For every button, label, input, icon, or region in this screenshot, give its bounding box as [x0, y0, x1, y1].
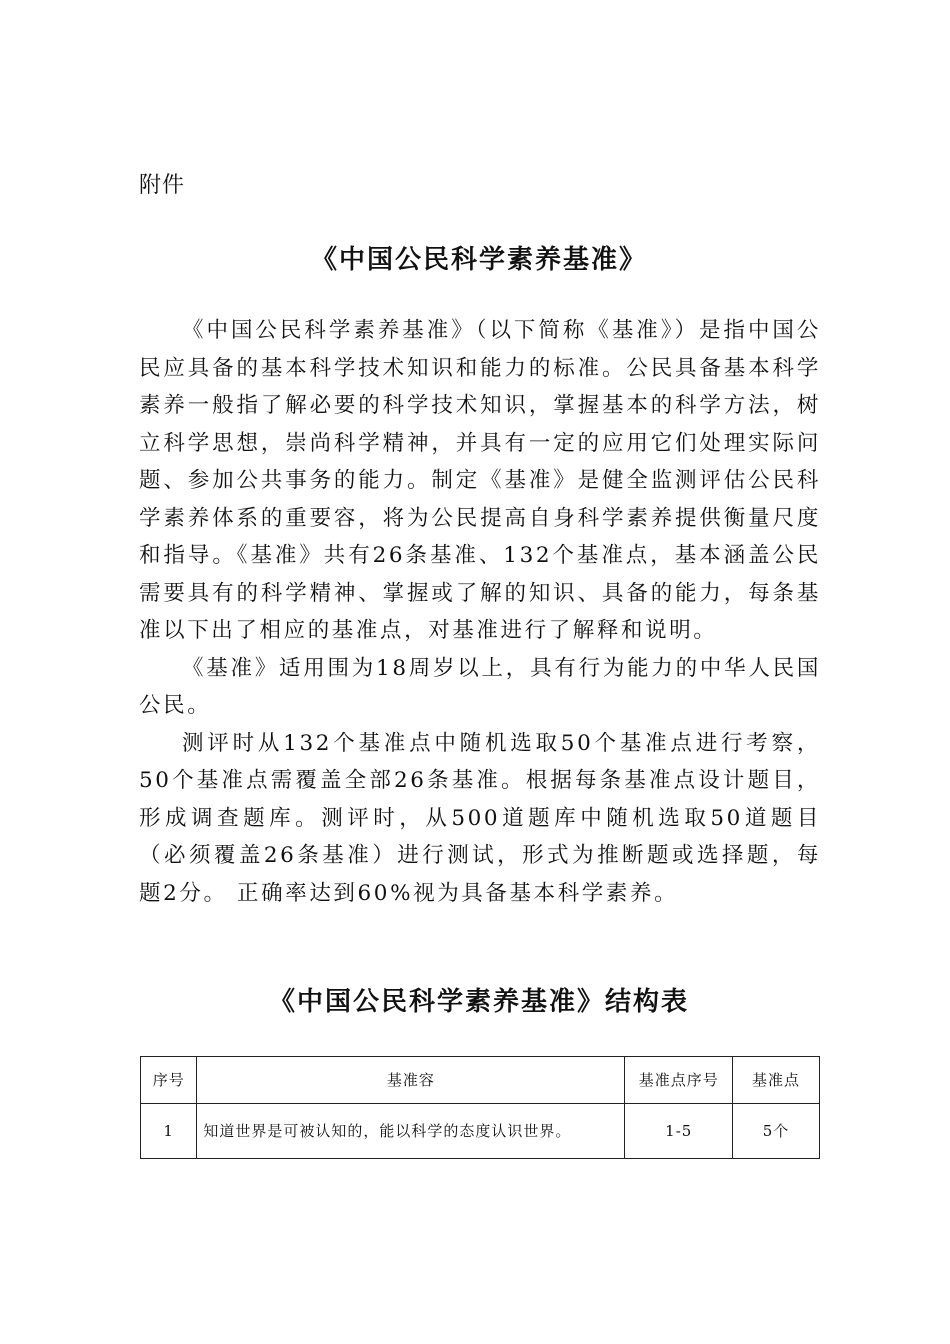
paragraph-scope: 《基准》适用围为18周岁以上，具有行为能力的中华人民国公民。 — [139, 655, 821, 718]
cell-sequence: 1 — [141, 1104, 197, 1159]
paragraph-intro: 《中国公民科学素养基准》（以下简称《基准》）是指中国公民应具备的基本科学技术知识和能力的标准。公民具备基本科学素养一般指了解必要的科学技术知识，掌握基本的科学方法，树立科学思想，崇尚科学精神，并具有一定的应用它们处理实际问题、参加公共事务的能力。制定《基准》是健全监测评估公民科学素养体系的重要容，将为公民提高自身科学素养提供衡量尺度和指导。《基准》共有26条基准、132个基准点，基本涵盖公民需要具有的科学精神、掌握或了解的知识、具备的能力，每条基准以下出了相应的基准点，对基准进行了解释和说明。 — [139, 318, 821, 643]
structure-table — [140, 1056, 820, 1159]
paragraph-evaluation: 测评时从132个基准点中随机选取50个基准点进行考察，50个基准点需覆盖全部26条基准。根据每条基准点设计题目，形成调查题库。测评时，从500道题库中随机选取50道题目（必须覆盖26条基准）进行测试，形式为推断题或选择题，每题2分。 正确率达到60%视为具备基本科学素养。 — [139, 730, 821, 906]
table-header-row — [141, 1057, 820, 1104]
attachment-label: 附件 — [139, 173, 186, 198]
header-point-count: 基准点 — [733, 1057, 820, 1104]
body-text — [139, 312, 821, 912]
cell-point-numbers: 1-5 — [625, 1104, 733, 1159]
header-benchmark-content: 基准容 — [197, 1057, 625, 1104]
table-title: 《中国公民科学素养基准》结构表 — [268, 987, 689, 1017]
table-row — [141, 1104, 820, 1159]
cell-point-count: 5个 — [733, 1104, 820, 1159]
document-title: 《中国公民科学素养基准》 — [310, 245, 647, 275]
cell-benchmark-content: 知道世界是可被认知的，能以科学的态度认识世界。 — [197, 1104, 625, 1159]
header-sequence: 序号 — [141, 1057, 197, 1104]
header-point-numbers: 基准点序号 — [625, 1057, 733, 1104]
